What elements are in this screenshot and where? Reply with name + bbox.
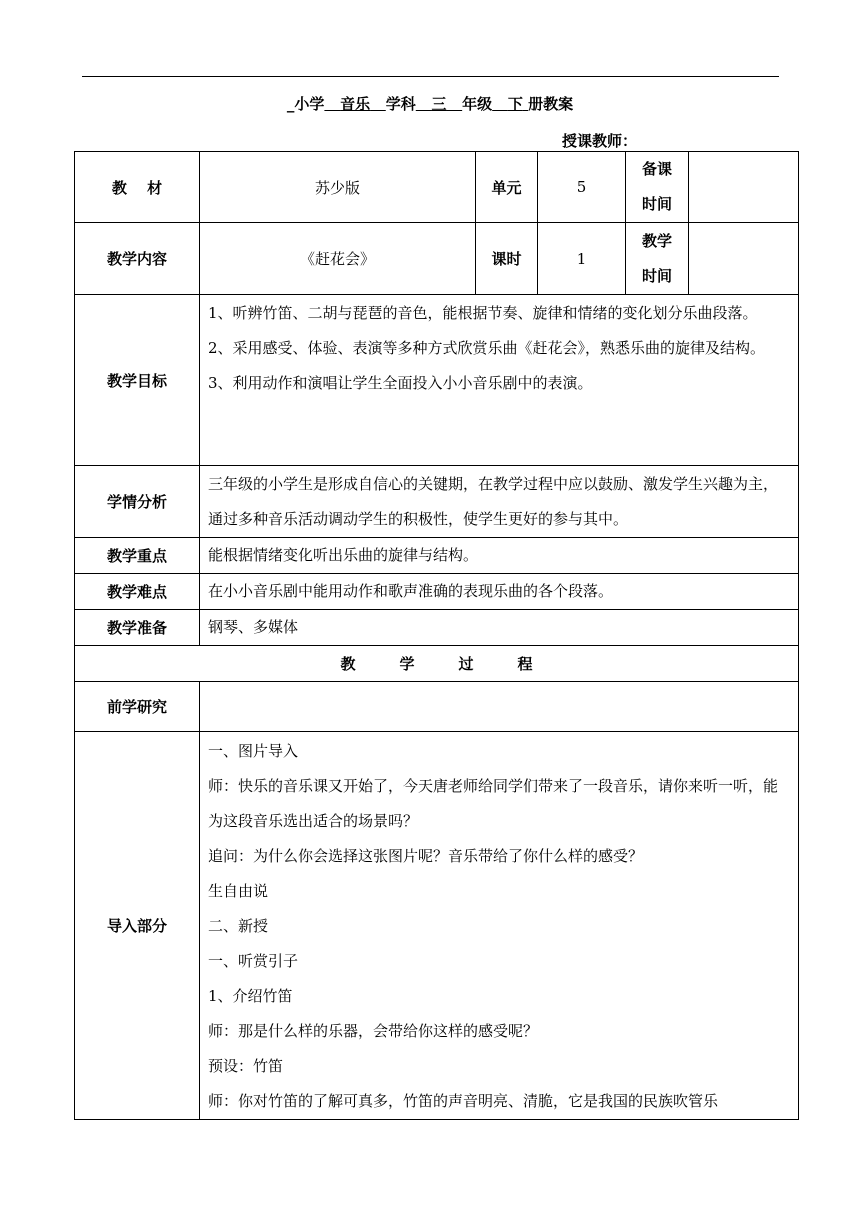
teach-time-label-line2: 时间 [641,266,672,285]
prep-time-value [689,152,799,223]
teach-time-label [626,223,689,295]
key-point-label: 教学重点 [75,538,200,574]
doc-label: 册教案 [528,95,574,113]
process-heading-char: 过 [458,655,474,673]
term-field [492,95,528,113]
process-heading-char: 学 [399,655,415,673]
analysis-content: 三年级的小学生是形成自信心的关键期，在教学过程中应以鼓励、激发学生兴趣为主，通过多种音乐活动调动学生的积极性，使学生更好的参与其中。 [200,466,799,538]
process-heading [75,646,799,682]
table-row [75,295,799,466]
unit-label: 单元 [476,152,538,223]
difficulty-label: 教学难点 [75,574,200,610]
table-row [75,574,799,610]
intro-line: 1、介绍竹笛 [208,987,293,1005]
key-point-content: 能根据情绪变化听出乐曲的旋律与结构。 [200,538,799,574]
intro-line: 追问：为什么你会选择这张图片呢？音乐带给了你什么样的感受？ [208,847,644,865]
intro-content [200,732,799,1120]
content-value: 《赶花会》 [200,223,476,295]
document-title [0,93,860,114]
textbook-label: 教 材 [75,152,200,223]
teacher-label: 授课教师： [562,132,638,150]
prep-time-label-line2: 时间 [641,195,672,213]
teach-time-label-line1: 教学 [641,231,672,250]
content-label: 教学内容 [75,223,200,295]
unit-value: 5 [538,152,626,223]
pre-study-content [200,682,799,732]
prep-time-label [626,152,689,223]
grade-label: 年级 [462,95,493,113]
header-rule [82,76,779,77]
process-heading-char: 程 [517,655,533,673]
goal-item: 1、听辨竹笛、二胡与琵琶的音色，能根据节奏、旋律和情绪的变化划分乐曲段落。 [208,304,758,322]
goal-item: 3、利用动作和演唱让学生全面投入小小音乐剧中的表演。 [208,374,593,392]
intro-line: 师：你对竹笛的了解可真多，竹笛的声音明亮、清脆，它是我国的民族吹管乐 [208,1092,719,1110]
preparation-content: 钢琴、多媒体 [200,610,799,646]
teach-time-value [689,223,799,295]
intro-line: 生自由说 [208,882,269,900]
period-label: 课时 [476,223,538,295]
intro-line: 一、听赏引子 [208,952,299,970]
analysis-label: 学情分析 [75,466,200,538]
intro-label: 导入部分 [75,732,200,1120]
intro-line: 一、图片导入 [208,742,299,760]
table-row [75,223,799,295]
title-prefix: _小学 [286,95,325,113]
intro-line: 师：快乐的音乐课又开始了，今天唐老师给同学们带来了一段音乐，请你来听一听，能为这段音乐选出适合的场景吗？ [208,777,779,830]
pre-study-label: 前学研究 [75,682,200,732]
intro-line: 师：那是什么样的乐器，会带给你这样的感受呢？ [208,1022,539,1040]
grade-value: 三 [431,95,447,113]
process-heading-char: 教 [340,655,356,673]
difficulty-content: 在小小音乐剧中能用动作和歌声准确的表现乐曲的各个段落。 [200,574,799,610]
intro-line: 二、新授 [208,917,269,935]
prep-time-label-line1: 备课 [641,160,672,178]
preparation-label: 教学准备 [75,610,200,646]
subject-label: 学科 [385,95,416,113]
table-row [75,610,799,646]
table-row [75,682,799,732]
table-row [75,152,799,223]
table-row [75,732,799,1120]
textbook-value: 苏少版 [200,152,476,223]
goal-item: 2、采用感受、体验、表演等多种方式欣赏乐曲《赶花会》，熟悉乐曲的旋律及结构。 [208,339,766,357]
term-value: 下 [507,95,523,113]
subject-value: 音乐 [340,95,371,113]
lesson-plan-table [74,151,799,1120]
goals-label: 教学目标 [75,295,200,466]
table-row [75,538,799,574]
subject-field [324,95,385,113]
intro-line: 预设：竹笛 [208,1057,284,1075]
goals-content [200,295,799,466]
grade-field [416,95,462,113]
table-row [75,646,799,682]
period-value: 1 [538,223,626,295]
table-row [75,466,799,538]
